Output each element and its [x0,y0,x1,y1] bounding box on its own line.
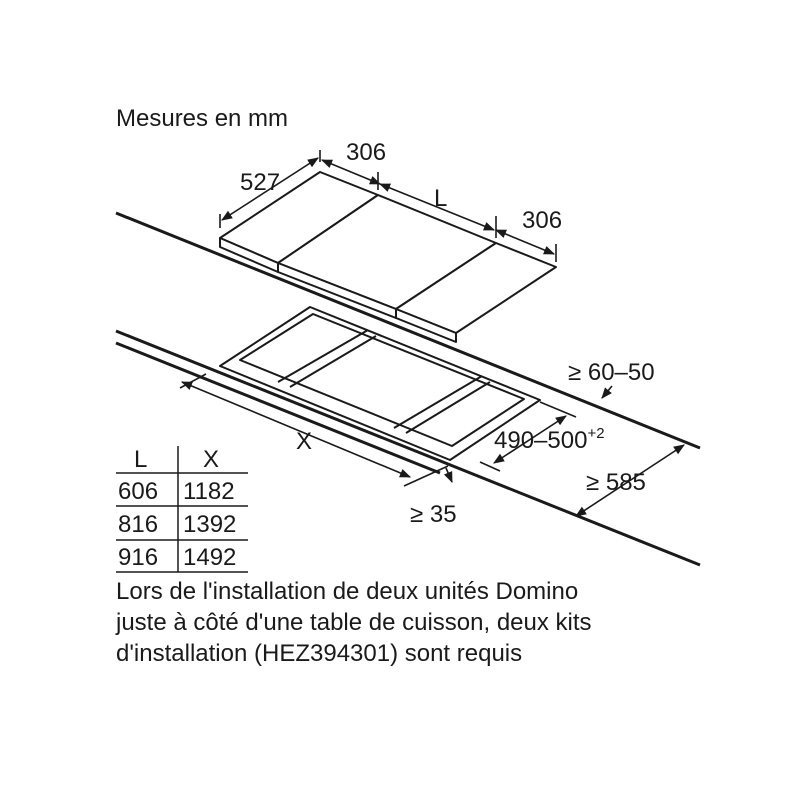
dim-right-width-label: 306 [522,207,563,234]
table-header-l: L [134,446,148,473]
cutout-divider-left-2 [290,336,376,387]
table-cell: 816 [118,511,159,538]
dim-center-length-label: L [434,185,448,212]
table-cell: 1492 [183,544,237,571]
heading: Mesures en mm [116,105,289,132]
dim-depth-label: 527 [240,169,281,196]
table-cell: 606 [118,478,159,505]
table-header-x: X [203,446,220,473]
cutout-divider-right [394,376,482,428]
cutout-divider-left [278,330,368,382]
dim-rear-clearance [602,386,612,398]
dim-front-clearance-label: ≥ 35 [410,501,457,528]
dim-rear-clearance-label: ≥ 60–50 [568,359,655,386]
table-cell: 916 [118,544,159,571]
dim-left-width-label: 306 [346,139,387,166]
table-cell: 1182 [183,478,235,505]
installation-note [116,576,796,669]
size-table [116,446,248,572]
worktop-front-edge [116,343,440,473]
cutout-divider-right-2 [406,382,490,433]
note-line: d'installation (HEZ394301) sont requis [116,640,523,667]
dim-worktop-depth-label: ≥ 585 [586,469,646,496]
note-line: juste à côté d'une table de cuisson, deux kits [116,609,592,636]
table-cell: 1392 [183,511,237,538]
dim-front-clearance [446,468,452,482]
hob-units [220,172,556,342]
dim-cutout-depth-label: $490-500^{+2}$ [494,425,605,454]
note-line: Lors de l'installation de deux unités Domino [116,578,579,605]
dim-total-cutout-label: X [296,428,313,455]
